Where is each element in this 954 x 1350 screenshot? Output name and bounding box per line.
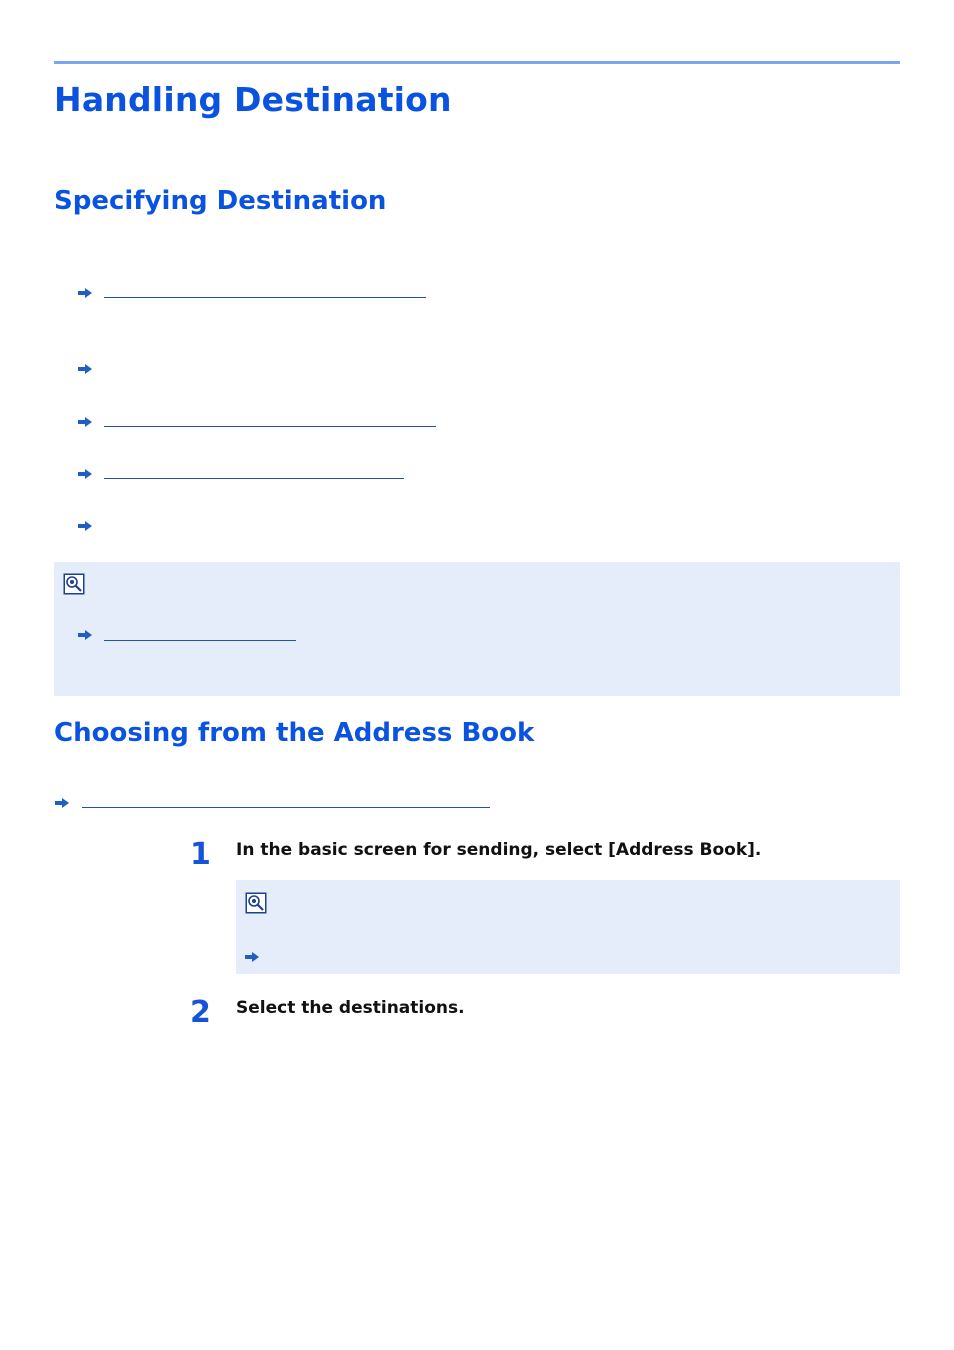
right-arrow-icon	[77, 287, 93, 299]
right-arrow-icon	[77, 363, 93, 375]
top-rule	[54, 61, 900, 64]
note-box	[236, 880, 900, 974]
step-number: 2	[190, 995, 211, 1030]
section-heading-specifying-destination: Specifying Destination	[54, 186, 387, 216]
step-text: Select the destinations.	[236, 998, 465, 1018]
right-arrow-icon	[77, 416, 93, 428]
step-number: 1	[190, 837, 211, 872]
note-icon	[245, 892, 267, 914]
note-box	[54, 562, 900, 696]
note-reference-link[interactable]	[104, 640, 296, 641]
right-arrow-icon	[77, 520, 93, 532]
right-arrow-icon	[244, 951, 260, 963]
page-title: Handling Destination	[54, 80, 452, 119]
section-heading-choosing-from-address-book: Choosing from the Address Book	[54, 718, 535, 748]
reference-link-1[interactable]	[104, 297, 426, 298]
step-text: In the basic screen for sending, select [Address Book].	[236, 840, 762, 860]
right-arrow-icon	[54, 797, 70, 809]
right-arrow-icon	[77, 629, 93, 641]
note-icon	[63, 573, 85, 595]
reference-link-3[interactable]	[104, 478, 404, 479]
reference-link-2[interactable]	[104, 426, 436, 427]
reference-link-address-book[interactable]	[82, 807, 490, 808]
right-arrow-icon	[77, 468, 93, 480]
